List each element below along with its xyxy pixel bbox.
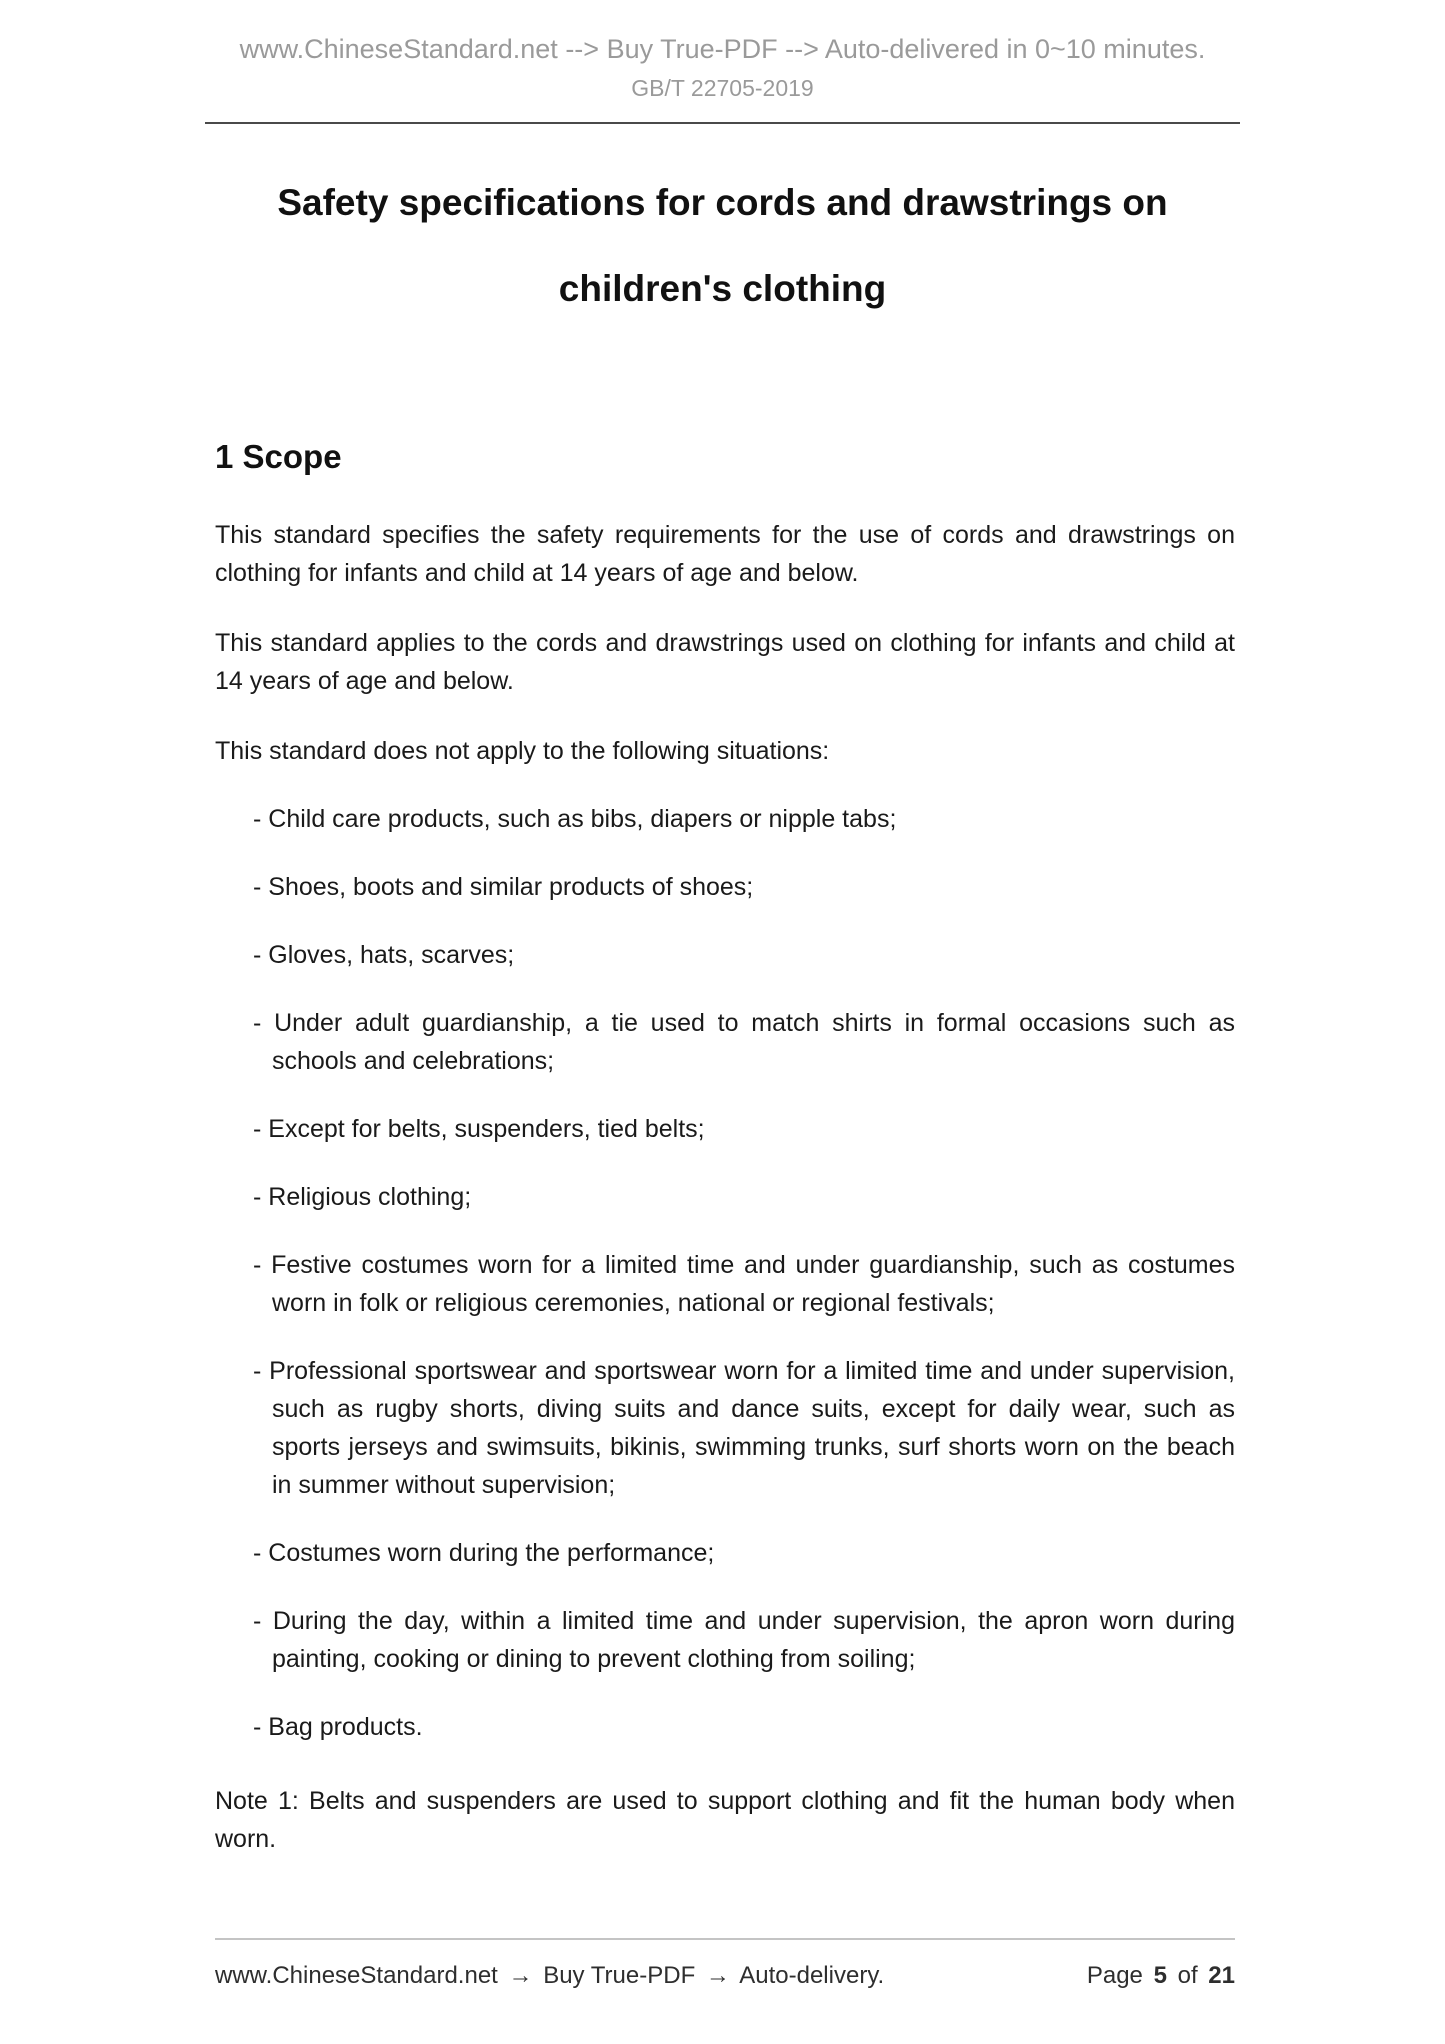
page-total: 21 [1208,1962,1235,1989]
scope-paragraph-3: This standard does not apply to the following situations: [215,737,830,765]
list-item: - Child care products, such as bibs, diapers or nipple tabs; [253,805,897,833]
list-item: - Gloves, hats, scarves; [253,941,515,969]
footer-site-text: www.ChineseStandard.net [215,1962,498,1989]
header-promo-text: www.ChineseStandard.net --> Buy True-PDF --> Auto-delivered in 0~10 minutes. [239,34,1206,64]
footer-buy-text: Buy True-PDF [543,1962,696,1989]
arrow-right-icon: → [508,1962,533,1989]
exclusion-list [215,800,1235,1746]
list-item: - Under adult guardianship, a tie used to match shirts in formal occasions such as schools and celebrations; [253,1009,1235,1075]
list-item: - Except for belts, suspenders, tied belts; [253,1115,705,1143]
scope-paragraph-1: This standard specifies the safety requirements for the use of cords and drawstrings on clothing for infants and child at 14 years of age and below. [215,521,1235,587]
page-of-label: of [1177,1962,1198,1989]
document-title [0,182,1445,310]
document-title-line-1: Safety specifications for cords and drawstrings on [277,182,1168,223]
arrow-right-icon: → [705,1962,730,1989]
page-label: Page [1086,1962,1143,1989]
scope-paragraph-2: This standard applies to the cords and drawstrings used on clothing for infants and child at 14 years of age and below. [215,629,1235,695]
footer-promo [215,1962,888,1990]
list-item: - Bag products. [253,1713,423,1741]
page-header [0,0,1445,124]
header-doc-number: GB/T 22705-2019 [631,75,814,101]
list-item: - Costumes worn during the performance; [253,1539,715,1567]
page-current: 5 [1153,1962,1167,1989]
page-footer [215,1938,1235,1990]
section-heading-scope: 1 Scope [215,438,342,475]
list-item: - Religious clothing; [253,1183,472,1211]
list-item: - Professional sportswear and sportswear worn for a limited time and under supervision, such as rugby shorts, diving suits and dance suits, except for daily wear, such as sports jerseys and swimsuits, bikinis, swimming trunks, surf shorts worn on the beach in summer without supervision; [253,1357,1235,1499]
list-item: - During the day, within a limited time and under supervision, the apron worn during painting, cooking or dining to prevent clothing from soiling; [253,1607,1235,1673]
note-text: Note 1: Belts and suspenders are used to support clothing and fit the human body when worn. [215,1787,1235,1853]
list-item: - Festive costumes worn for a limited time and under guardianship, such as costumes worn in folk or religious ceremonies, national or regional festivals; [253,1251,1235,1317]
header-divider [205,122,1240,124]
footer-delivery-text: Auto-delivery. [739,1962,885,1989]
page-indicator [1083,1962,1235,1990]
document-title-line-2: children's clothing [558,268,887,309]
document-body [215,438,1235,1858]
list-item: - Shoes, boots and similar products of shoes; [253,873,754,901]
